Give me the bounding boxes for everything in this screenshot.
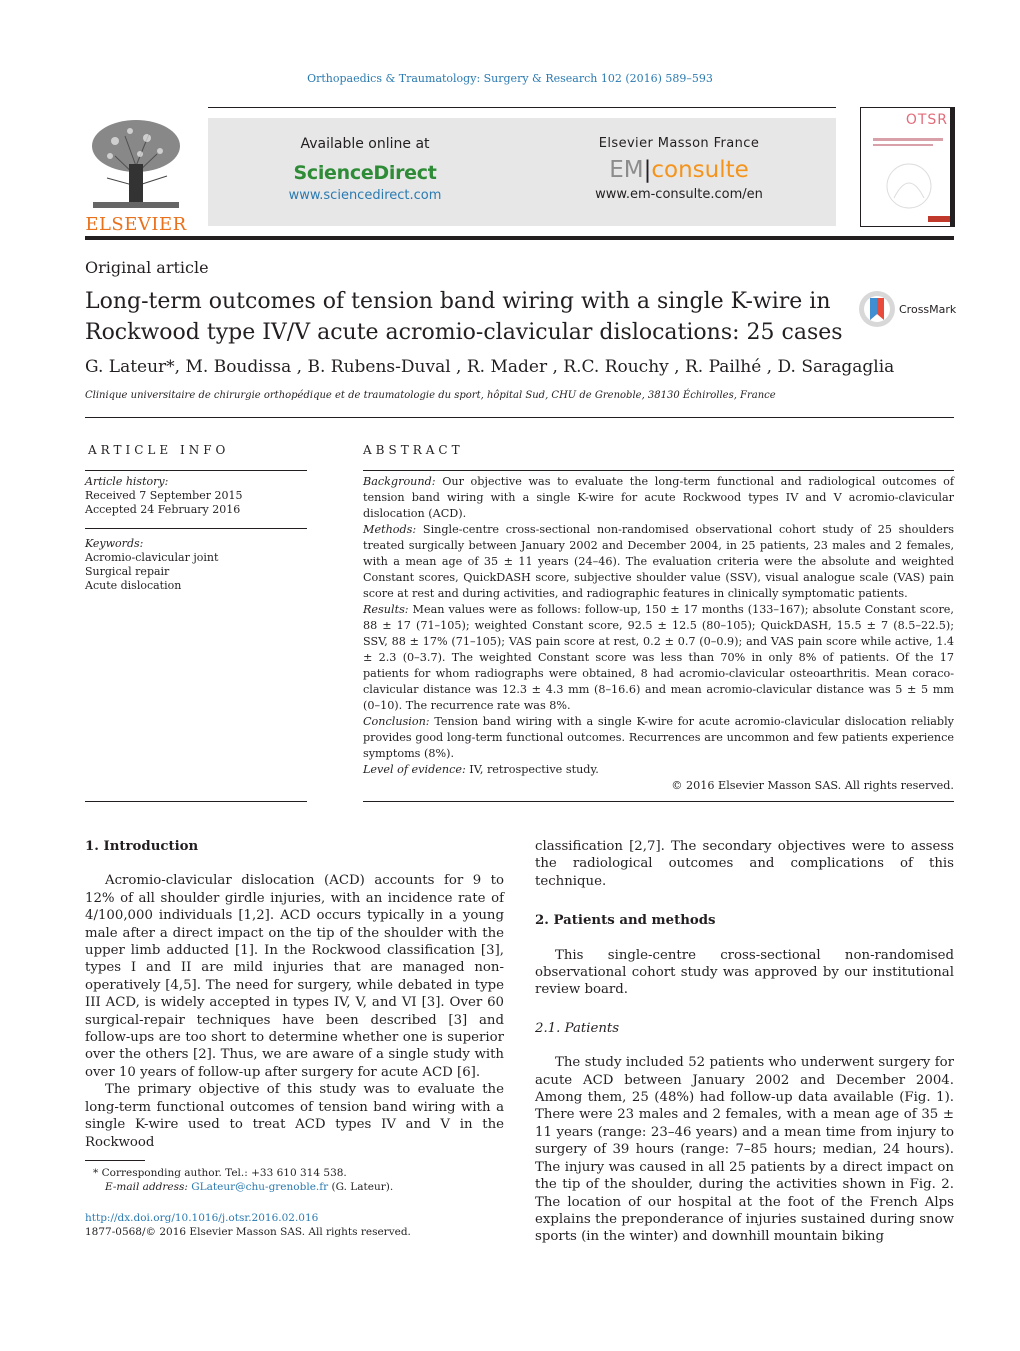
abstract-conclusion [363, 714, 954, 762]
elsevier-logo [85, 116, 187, 235]
cover-spine [950, 108, 954, 226]
emconsulte-link[interactable]: www.em-consulte.com/en [595, 187, 763, 202]
article-type: Original article [85, 258, 209, 277]
affiliation-rule [85, 417, 954, 418]
journal-reference[interactable]: Orthopaedics & Traumatology: Surgery & Research 102 (2016) 589–593 [307, 72, 713, 85]
email-link[interactable]: GLateur@chu-grenoble.fr [191, 1181, 329, 1193]
background-label: Background: [363, 475, 436, 488]
abstract-background [363, 474, 954, 522]
corresponding-author: * Corresponding author. Tel.: +33 610 314 538. [93, 1167, 347, 1179]
methods-label: Methods: [363, 523, 417, 536]
keyword-item[interactable]: Surgical repair [85, 565, 170, 578]
em-publisher-label: Elsevier Masson France [598, 136, 760, 151]
abstract-body [363, 474, 954, 794]
footnote-rule [85, 1160, 145, 1161]
email-line [93, 1180, 504, 1194]
methods-text: Single-centre cross-sectional non-randomised observational cohort study of 25 shoulders treated surgically between January 2002 and December 2004, in 25 patients, 23 males and 2 females, with a mean age of 35 ± 11 years (24–46). The evaluation criteria were the absolute and weighted Constant scores, QuickDASH score, subjective shoulder value (SSV), visual analogue scale (VAS) pain score at rest and during activities, and radiographic features in clinically symptomatic patients. [363, 523, 954, 600]
article-info-rule [85, 470, 307, 471]
results-text: Mean values were as follows: follow-up, 150 ± 17 months (133–167); absolute Constant score, 88 ± 17 (71–105); weighted Constant score, 92.5 ± 12.5 (80–105); QuickDASH, 15.5 ± 7 (8.5–22.5); SSV, 88 ± 17% (71–105); VAS pain score at rest, 0.2 ± 0.7 (0–0.9); and VAS pain score while active, 1.4 ± 2.3 (0–3.7). The weighted Constant score was less than 70% in only 8% of patients. Of the 17 patients for whom radiographs were obtained, 8 had acromio-clavicular osteoarthritis. Mean coraco-clavicular distance was 12.3 ± 4.3 mm (8–16.6) and mean acromio-clavicular distance was 5 ± 5 mm (0–10). The recurrence rate was 8%. [363, 603, 954, 712]
results-label: Results: [363, 603, 409, 616]
sciencedirect-link[interactable]: www.sciencedirect.com [288, 188, 442, 203]
abstract-level [363, 762, 954, 778]
author-list[interactable]: G. Lateur*, M. Boudissa , B. Rubens-Duval , R. Mader , R.C. Rouchy , R. Pailhé , D. Saragaglia [85, 357, 895, 377]
left-column [85, 838, 504, 1151]
accepted-date: Accepted 24 February 2016 [85, 503, 241, 516]
introduction-continued: classification [2,7]. The secondary objectives were to assess the radiological outcomes and complications of this technique. [535, 839, 954, 889]
right-column [535, 838, 954, 1246]
patients-methods-paragraph: This single-centre cross-sectional non-randomised observational cohort study was approved by our institutional review board. [535, 947, 954, 998]
emconsulte-block [522, 118, 836, 202]
elsevier-tree-icon [85, 116, 187, 212]
doi-link[interactable]: http://dx.doi.org/10.1016/j.otsr.2016.02.016 [85, 1212, 319, 1224]
sciencedirect-block [208, 118, 522, 203]
keyword-item[interactable]: Acute dislocation [85, 579, 182, 592]
conclusion-label: Conclusion: [363, 715, 430, 728]
em-logo-right: consulte [651, 157, 749, 183]
elsevier-wordmark: ELSEVIER [85, 214, 187, 235]
cover-badge [928, 216, 950, 222]
header-thick-rule [85, 236, 954, 240]
patients-paragraph: The study included 52 patients who underwent surgery for acute ACD between January 2002 and December 2004. Among them, 25 (48%) had follow-up data available (Fig. 1). There were 23 males and 2 females, with a mean age of 35 ± 11 years (range: 23–46 years) and a mean time from injury to surgery of 39 hours (range: 7–85 hours; median, 24 hours). The injury was caused in all 25 patients by a direct impact on the tip of the shoulder, during the activities shown in Fig. 2. The location of our hospital at the foot of the French Alps explains the preponderance of injuries sustained during snow sports (in the winter) and downhill mountain biking [535, 1055, 954, 1245]
crossmark-label: CrossMark [899, 302, 957, 316]
available-online-label: Available online at [300, 136, 430, 152]
conclusion-text: Tension band wiring with a single K-wire for acute acromio-clavicular dislocation reliably provides good long-term functional outcomes. Recurrences are uncommon and few patients experience symptoms (8%). [363, 715, 954, 760]
abstract-methods [363, 522, 954, 602]
introduction-heading: 1. Introduction [85, 839, 199, 854]
abstract-bottom-rule [363, 801, 954, 802]
crossmark-icon [858, 290, 896, 328]
emconsulte-logo[interactable]: EM|consulte [609, 157, 749, 183]
abstract-rule [363, 470, 954, 471]
patients-subheading: 2.1. Patients [535, 1020, 620, 1036]
footnotes [93, 1166, 504, 1194]
article-info-heading: ARTICLE INFO [88, 443, 230, 457]
article-title [85, 286, 845, 348]
patients-methods-heading: 2. Patients and methods [535, 913, 716, 929]
history-label: Article history: [85, 475, 169, 488]
email-label: E-mail address: [105, 1181, 188, 1193]
cover-title-line [873, 144, 933, 146]
cover-title-line [873, 138, 943, 141]
keywords-label: Keywords: [85, 537, 144, 550]
background-text: Our objective was to evaluate the long-term functional and radiological outcomes of tension band wiring with a single K-wire for acute Rockwood types IV and V acromio-clavicular dislocation (ACD). [363, 475, 954, 520]
received-date: Received 7 September 2015 [85, 489, 243, 502]
title-line-2: Rockwood type IV/V acute acromio-clavicular dislocations: 25 cases [85, 320, 843, 345]
email-suffix: (G. Lateur). [331, 1181, 394, 1193]
level-text: IV, retrospective study. [469, 763, 599, 776]
article-history [85, 475, 307, 517]
issn-line: 1877-0568/© 2016 Elsevier Masson SAS. All rights reserved. [85, 1226, 411, 1238]
doi-block [85, 1211, 505, 1239]
header-rule [208, 107, 836, 108]
cover-illustration-icon [879, 158, 939, 213]
access-banner [208, 118, 836, 226]
level-label: Level of evidence: [363, 763, 466, 776]
em-logo-left: EM [609, 157, 644, 183]
keywords-rule [85, 528, 307, 529]
keywords [85, 537, 307, 593]
abstract-results [363, 602, 954, 714]
keyword-item[interactable]: Acromio-clavicular joint [85, 551, 219, 564]
affiliation: Clinique universitaire de chirurgie orthopédique et de traumatologie du sport, hôpital Sud, CHU de Grenoble, 38130 Échirolles, France [85, 390, 776, 401]
introduction-paragraph-2: The primary objective of this study was to evaluate the long-term functional outcomes of tension band wiring with a single K-wire used to treat ACD types IV and V in the Rockwood [85, 1082, 504, 1150]
journal-cover[interactable] [860, 107, 955, 227]
article-info-bottom-rule [85, 801, 307, 802]
title-line-1: Long-term outcomes of tension band wiring with a single K-wire in [85, 289, 831, 314]
cover-logo: OTSR [905, 112, 948, 128]
crossmark-badge[interactable] [858, 290, 956, 328]
abstract-copyright: © 2016 Elsevier Masson SAS. All rights reserved. [671, 779, 954, 792]
sciencedirect-logo[interactable]: ScienceDirect [293, 162, 437, 184]
introduction-paragraph-1: Acromio-clavicular dislocation (ACD) accounts for 9 to 12% of all shoulder girdle injuries, with an incidence rate of 4/100,000 individuals [1,2]. ACD occurs typically in a young male after a direct impact on the tip of the shoulder with the upper limb adducted [1]. In the Rockwood classification [3], types I and II are mild injuries that are managed non-operatively [4,5]. The need for surgery, while debated in type III ACD, is widely accepted in types IV, V, and VI [3]. Over 60 surgical-repair techniques have been described [3] and follow-ups are too short to determine whether one is superior over the others [2]. Thus, we are aware of a single study with over 10 years of follow-up after surgery for acute ACD [6]. [85, 873, 504, 1080]
abstract-heading: ABSTRACT [363, 443, 464, 457]
